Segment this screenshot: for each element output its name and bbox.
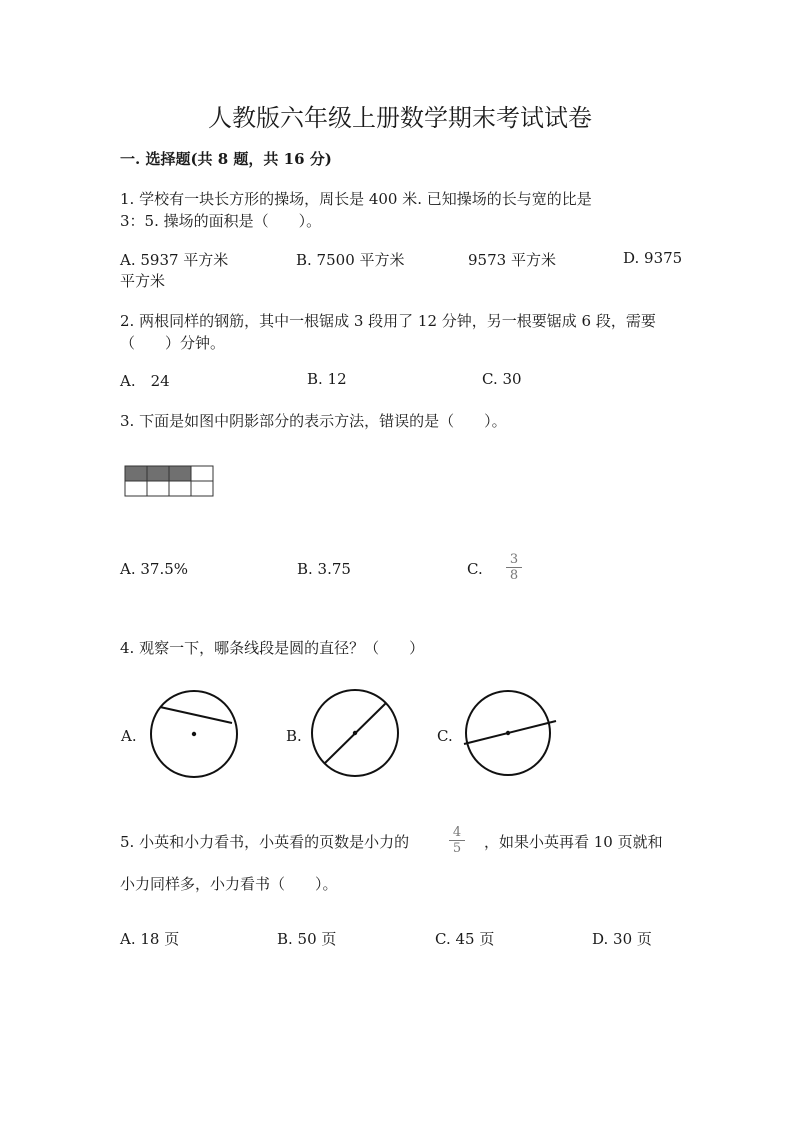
- chord-a: [160, 707, 232, 723]
- question-5-fraction-denominator: 5: [452, 841, 462, 856]
- question-5-line-1-end: ，如果小英再看 10 页就和: [484, 833, 663, 851]
- question-5-fraction-numerator: 4: [452, 825, 462, 840]
- question-1-option-d-wrap: 平方米: [120, 272, 166, 290]
- question-5-line-2: 小力同样多，小力看书（ ）。: [120, 875, 338, 893]
- question-1-option-b: B. 7500 平方米: [296, 251, 405, 269]
- question-3-text: 3. 下面是如图中阴影部分的表示方法，错误的是（ ）。: [120, 412, 507, 430]
- question-4-label-a: A.: [121, 727, 137, 745]
- question-5-option-d: D. 30 页: [592, 930, 652, 948]
- question-4-text: 4. 观察一下，哪条线段是圆的直径？（ ）: [120, 639, 425, 657]
- question-5-option-c: C. 45 页: [435, 930, 495, 948]
- question-2-text: [120, 310, 656, 354]
- center-point-b: [353, 731, 357, 735]
- question-2-option-b: B. 12: [307, 370, 347, 388]
- question-1-text: [120, 188, 592, 232]
- shaded-grid-cell: [125, 466, 147, 481]
- question-5-option-a: A. 18 页: [120, 930, 180, 948]
- center-point-a: [192, 732, 196, 736]
- question-1-option-d: D. 9375: [623, 249, 683, 267]
- question-2-option-a: A. 24: [120, 372, 170, 390]
- question-1-line-2: 3：5. 操场的面积是（ ）。: [120, 212, 322, 230]
- shaded-grid-cell: [147, 466, 169, 481]
- shaded-grid-figure: [124, 465, 214, 497]
- question-1-option-c: 9573 平方米: [468, 251, 556, 269]
- question-3-option-a: A. 37.5%: [120, 560, 189, 578]
- question-5-line-1-start: 5. 小英和小力看书，小英看的页数是小力的: [120, 833, 410, 851]
- section-heading: 一. 选择题(共 8 题，共 16 分): [120, 150, 332, 168]
- page-title: 人教版六年级上册数学期末考试试卷: [208, 104, 592, 132]
- question-1-option-a: A. 5937 平方米: [120, 251, 229, 269]
- center-point-c: [506, 731, 510, 735]
- question-1-line-1: 1. 学校有一块长方形的操场，周长是 400 米. 已知操场的长与宽的比是: [120, 190, 592, 208]
- circle-figure-b: [305, 685, 415, 785]
- question-5-fraction: [449, 826, 465, 855]
- question-5-option-b: B. 50 页: [277, 930, 337, 948]
- grid-cell: [191, 481, 213, 496]
- question-3-fraction: [506, 553, 522, 582]
- question-3-option-b: B. 3.75: [297, 560, 351, 578]
- question-2-option-c: C. 30: [482, 370, 522, 388]
- question-2-line-1: 2. 两根同样的钢筋，其中一根锯成 3 段用了 12 分钟，另一根要锯成 6 段，需要: [120, 312, 656, 330]
- circle-figure-a: [140, 685, 250, 785]
- circle-figure-c: [455, 685, 565, 785]
- grid-cell: [125, 481, 147, 496]
- question-4-label-c: C.: [437, 727, 453, 745]
- grid-cell: [147, 481, 169, 496]
- grid-cell: [191, 466, 213, 481]
- grid-cell: [169, 481, 191, 496]
- question-3-fraction-numerator: 3: [509, 552, 519, 567]
- question-4-label-b: B.: [286, 727, 302, 745]
- question-3-option-c: C.: [467, 560, 483, 578]
- question-2-line-2: （ ）分钟。: [120, 334, 226, 352]
- shaded-grid-cell: [169, 466, 191, 481]
- question-3-fraction-denominator: 8: [509, 568, 519, 583]
